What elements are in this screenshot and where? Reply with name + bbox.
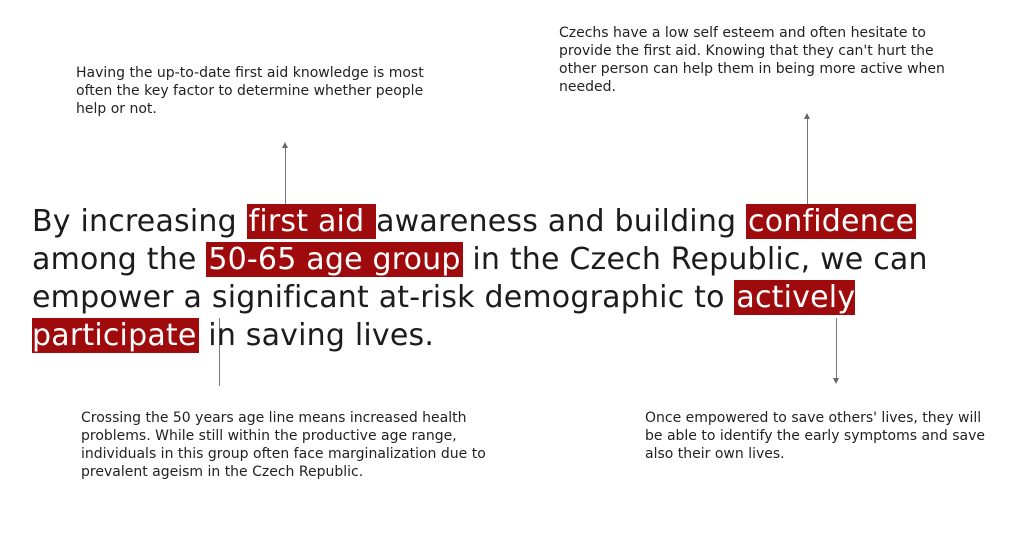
statement-text: awareness and building xyxy=(376,204,747,239)
highlight-actively-participate: actively participate xyxy=(32,280,856,353)
statement-text: in the Czech Republic, we can empower a significant at-risk demographic to xyxy=(32,242,928,315)
highlight-confidence: confidence xyxy=(748,204,915,239)
main-statement xyxy=(32,203,1007,355)
highlight-age-group: 50-65 age group xyxy=(208,242,461,277)
note-czech-self-esteem: Czechs have a low self esteem and often hesitate to provide the first aid. Knowing that they can't hurt the other person can help them in being more active when needed. xyxy=(559,25,945,95)
note-age-line: Crossing the 50 years age line means increased health problems. While still within the productive age range, individuals in this group often face marginalization due to prevalent ageism in the Czech Republic. xyxy=(81,410,486,480)
arrow-down-icon xyxy=(833,378,839,384)
connector-line xyxy=(807,118,808,205)
connector-line xyxy=(285,147,286,205)
statement-text: By increasing xyxy=(32,204,247,239)
note-empowered: Once empowered to save others' lives, they will be able to identify the early symptoms and save also their own lives. xyxy=(645,410,986,462)
statement-text: in saving lives. xyxy=(198,318,435,353)
statement-text: among the xyxy=(32,242,207,277)
highlight-first-aid: first aid xyxy=(248,204,375,239)
note-first-aid-knowledge: Having the up-to-date first aid knowledge is most often the key factor to determine whether people help or not. xyxy=(76,65,424,117)
